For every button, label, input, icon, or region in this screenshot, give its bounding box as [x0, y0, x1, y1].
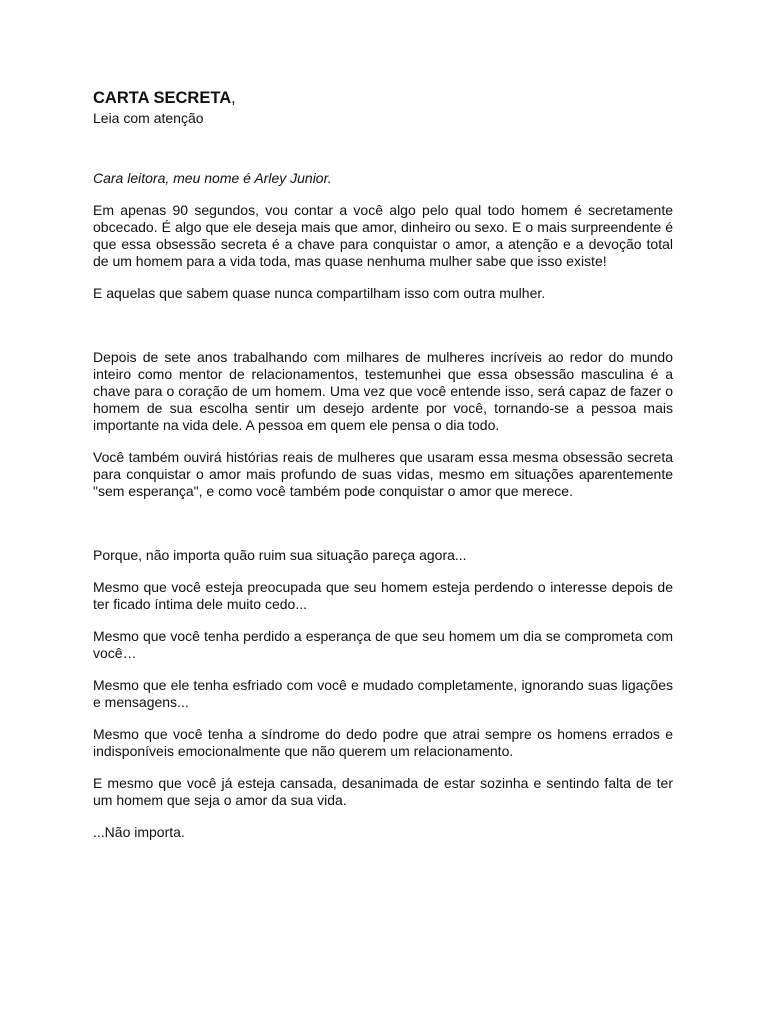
paragraph-mentor: Depois de sete anos trabalhando com milhares de mulheres incríveis ao redor do mundo inteiro como mentor de relacionamentos, testemunhei que essa obsessão masculina é a chave para o coração de um homem. Uma vez que você entende isso, será capaz de fazer o homem de sua escolha sentir um desejo ardente por você, tornando-se a pessoa mais importante na vida dele. A pessoa em quem ele pensa o dia todo.: [93, 349, 673, 433]
paragraph-even-if-3: Mesmo que ele tenha esfriado com você e mudado completamente, ignorando suas ligações e mensagens...: [93, 677, 673, 710]
paragraph-secret: E aquelas que sabem quase nunca compartilham isso com outra mulher.: [93, 285, 546, 301]
paragraph-greeting: Cara leitora, meu nome é Arley Junior.: [93, 170, 332, 186]
title-text: CARTA SECRETA: [93, 89, 232, 107]
document-title: [93, 88, 673, 108]
paragraph-stories: Você também ouvirá histórias reais de mulheres que usaram essa mesma obsessão secreta para conquistar o amor mais profundo de suas vidas, mesmo em situações aparentemente "sem esperança", e como você também pode conquistar o amor que merece.: [93, 449, 673, 499]
title-comma: ,: [231, 89, 236, 107]
document-page: [93, 88, 673, 841]
paragraph-even-if-2: Mesmo que você tenha perdido a esperança de que seu homem um dia se comprometa com você…: [93, 628, 673, 661]
paragraph-even-if-4: Mesmo que você tenha a síndrome do dedo podre que atrai sempre os homens errados e indisponíveis emocionalmente que não querem um relacionamento.: [93, 726, 673, 759]
paragraph-even-if-1: Mesmo que você esteja preocupada que seu homem esteja perdendo o interesse depois de ter ficado íntima dele muito cedo...: [93, 579, 673, 612]
paragraph-doesnt-matter: ...Não importa.: [93, 824, 185, 840]
paragraph-even-if-5: E mesmo que você já esteja cansada, desanimada de estar sozinha e sentindo falta de ter um homem que seja o amor da sua vida.: [93, 775, 673, 808]
paragraph-intro: Em apenas 90 segundos, vou contar a você algo pelo qual todo homem é secretamente obcecado. É algo que ele deseja mais que amor, dinheiro ou sexo. E o mais surpreendente é que essa obsessão secreta é a chave para conquistar o amor, a atenção e a devoção total de um homem para a vida toda, mas quase nenhuma mulher sabe que isso existe!: [93, 202, 673, 269]
document-subtitle: Leia com atenção: [93, 110, 204, 126]
paragraph-because: Porque, não importa quão ruim sua situação pareça agora...: [93, 547, 467, 563]
